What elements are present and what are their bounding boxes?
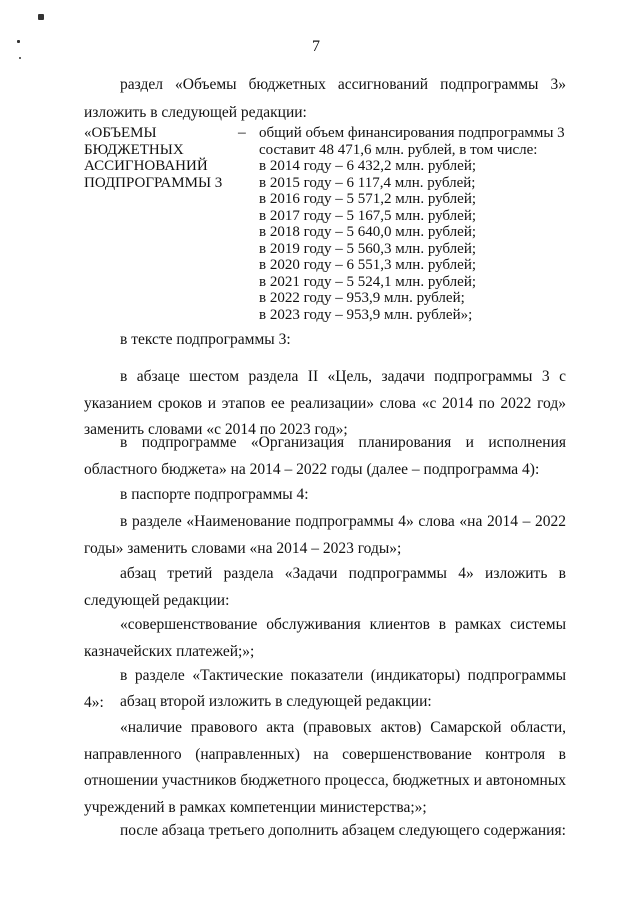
table-dash: – (238, 124, 246, 141)
paragraph: в разделе «Тактические показатели (индикаторы) подпрограммы 4»: (84, 667, 566, 711)
paragraph-section-intro (84, 72, 566, 99)
paragraph: в абзаце шестом раздела II «Цель, задачи подпрограммы 3 с указанием сроков и этапов ее реализации» слова «с 2014 по 2022 год» заменить словами «с 2014 по 2023 год»; (84, 368, 566, 438)
funding-line: в 2017 году – 5 167,5 млн. рублей; (259, 207, 477, 224)
funding-line: в 2020 году – 6 551,3 млн. рублей; (259, 257, 477, 273)
paragraph-line: изложить в следующей редакции: (84, 104, 307, 121)
funding-line: составит 48 471,6 млн. рублей, в том числе: (259, 141, 538, 158)
funding-line: в 2021 году – 5 524,1 млн. рублей; (259, 273, 477, 290)
funding-line: в 2014 году – 6 432,2 млн. рублей; (259, 158, 477, 174)
funding-line: общий объем финансирования подпрограммы 3 (259, 125, 565, 141)
scan-speck (19, 57, 21, 59)
funding-line: в 2023 году – 953,9 млн. рублей»; (259, 306, 473, 323)
paragraph-line: раздел «Объемы бюджетных ассигнований подпрограммы 3» (120, 76, 566, 93)
funding-line: в 2019 году – 5 560,3 млн. рублей; (259, 240, 477, 257)
paragraph: «совершенствование обслуживания клиентов в рамках системы казначейских платежей;»; (84, 616, 566, 660)
label-line: ПОДПРОГРАММЫ 3 (84, 174, 223, 191)
paragraph: после абзаца третьего дополнить абзацем следующего содержания: (120, 822, 566, 839)
page-number: 7 (312, 38, 320, 55)
funding-line: в 2015 году – 6 117,4 млн. рублей; (259, 174, 476, 191)
funding-line: в 2016 году – 5 571,2 млн. рублей; (259, 191, 477, 207)
scan-speck (38, 14, 44, 20)
paragraph: в подпрограмме «Организация планирования и исполнения областного бюджета» на 2014 – 2022 годы (далее – подпрограмма 4): (84, 434, 566, 478)
paragraph: «наличие правового акта (правовых актов) Самарской области, направленного (направленных) на совершенствование контроля в отношении участников бюджетного процесса, бюджетных и автономных учреждений в рамках компетенции министерства;»; (84, 719, 566, 816)
funding-line: в 2022 году – 953,9 млн. рублей; (259, 290, 465, 306)
paragraph: в тексте подпрограммы 3: (120, 331, 291, 348)
label-line: БЮДЖЕТНЫХ (84, 141, 184, 158)
funding-line: в 2018 году – 5 640,0 млн. рублей; (259, 224, 477, 240)
label-line: «ОБЪЕМЫ (84, 125, 157, 141)
label-line: АССИГНОВАНИЙ (84, 158, 208, 174)
funding-table-label (84, 125, 234, 191)
paragraph: в паспорте подпрограммы 4: (120, 486, 309, 503)
paragraph: в разделе «Наименование подпрограммы 4» слова «на 2014 – 2022 годы» заменить словами «на 2014 – 2023 годы»; (84, 513, 566, 557)
paragraph: абзац третий раздела «Задачи подпрограммы 4» изложить в следующей редакции: (84, 565, 566, 609)
paragraph: абзац второй изложить в следующей редакции: (120, 693, 432, 710)
funding-table-values (259, 125, 571, 323)
paragraph-section-intro-cont (84, 100, 566, 127)
